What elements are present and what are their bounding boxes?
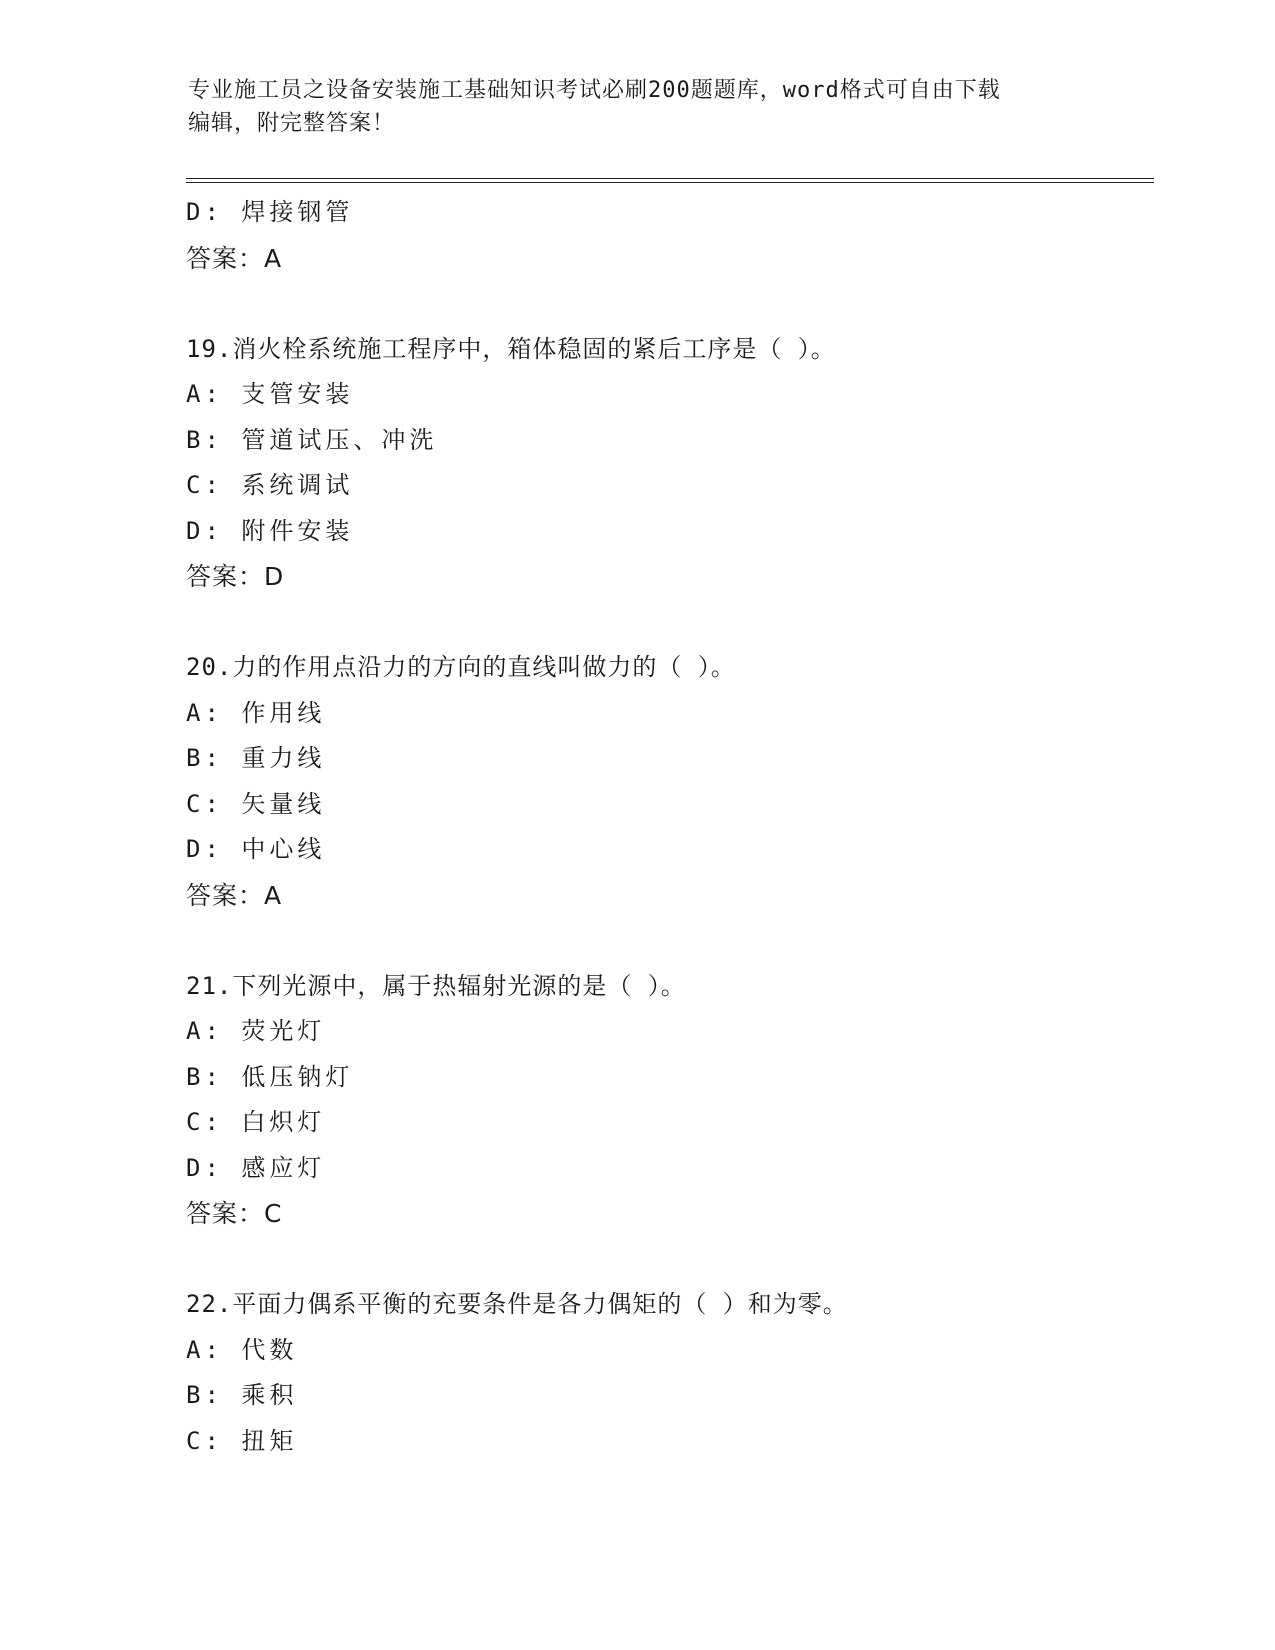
question-block-20 [186, 645, 1146, 918]
question-list [186, 190, 1146, 1464]
question-text: 19.消火栓系统施工程序中，箱体稳固的紧后工序是（ ）。 [186, 334, 836, 363]
header-title-line-2: 编辑，附完整答案！ [188, 111, 396, 136]
answer-line: 答案：A [186, 243, 283, 273]
option-b: B: 乘积 [186, 1381, 298, 1409]
question-block-21 [186, 964, 1146, 1237]
option-c: C: 扭矩 [186, 1426, 298, 1455]
spacer [186, 600, 1146, 646]
spacer [186, 918, 1146, 964]
question-block-22 [186, 1282, 1146, 1464]
answer-line: 答案：A [186, 880, 283, 910]
option-c: C: 系统调试 [186, 471, 354, 499]
answer-line: 答案：D [186, 562, 285, 591]
document-header [188, 74, 1068, 140]
question-block-18 [186, 190, 1146, 281]
spacer [186, 281, 1146, 327]
option-a: A: 作用线 [186, 698, 326, 727]
option-d: D: 焊接钢管 [186, 198, 354, 226]
answer-line: 答案：C [186, 1199, 283, 1228]
option-d: D: 附件安装 [186, 516, 354, 545]
spacer [186, 1237, 1146, 1283]
question-text: 21.下列光源中，属于热辐射光源的是（ ）。 [186, 971, 686, 1000]
header-title-line-1: 专业施工员之设备安装施工基础知识考试必刷200题题库，word格式可自由下载 [188, 78, 1001, 103]
option-c: C: 白炽灯 [186, 1108, 326, 1136]
header-divider-top [186, 178, 1154, 179]
option-d: D: 感应灯 [186, 1153, 326, 1182]
option-b: B: 低压钠灯 [186, 1062, 354, 1091]
question-text: 20.力的作用点沿力的方向的直线叫做力的（ ）。 [186, 653, 736, 681]
option-b: B: 重力线 [186, 744, 326, 772]
option-a: A: 荧光灯 [186, 1017, 326, 1045]
question-block-19 [186, 327, 1146, 600]
option-d: D: 中心线 [186, 835, 326, 863]
question-text: 22.平面力偶系平衡的充要条件是各力偶矩的（ ）和为零。 [186, 1290, 848, 1318]
option-a: A: 支管安装 [186, 380, 354, 408]
option-a: A: 代数 [186, 1335, 298, 1364]
option-b: B: 管道试压、冲洗 [186, 425, 438, 454]
header-divider-bottom [186, 182, 1154, 183]
option-c: C: 矢量线 [186, 789, 326, 818]
